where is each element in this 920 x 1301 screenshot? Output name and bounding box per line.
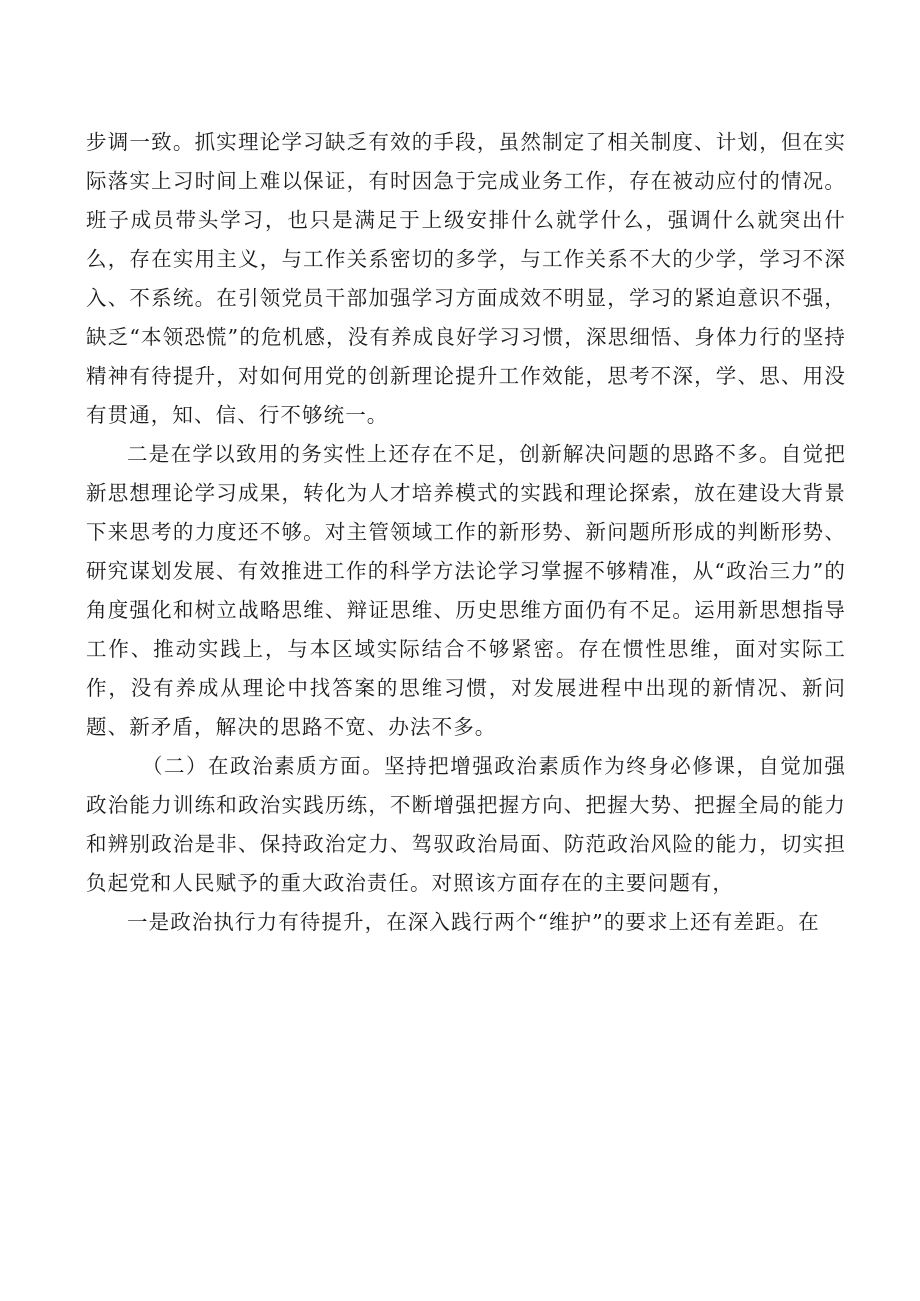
paragraph-2: 二是在学以致用的务实性上还存在不足，创新解决问题的思路不多。自觉把新思想理论学习成果，转化为人才培养模式的实践和理论探索，放在建设大背景下来思考的力度还不够。对主管领域工作的新形势、新问题所形成的判断形势、研究谋划发展、有效推进工作的科学方法论学习掌握不够精准，从“政治三力”的角度强化和树立战略思维、辩证思维、历史思维方面仍有不足。运用新思想指导工作、推动实践上，与本区域实际结合不够紧密。存在惯性思维，面对实际工作，没有养成从理论中找答案的思维习惯，对发展进程中出现的新情况、新问题、新矛盾，解决的思路不宽、办法不多。 [86,442,846,739]
paragraph-4: 一是政治执行力有待提升，在深入践行两个“维护”的要求上还有差距。在 [127,910,820,934]
document-body [86,123,846,942]
paragraph-3: （二）在政治素质方面。坚持把增强政治素质作为终身必修课，自觉加强政治能力训练和政治实践历练，不断增强把握方向、把握大势、把握全局的能力和辨别政治是非、保持政治定力、驾驭政治局面、防范政治风险的能力，切实担负起党和人民赋予的重大政治责任。对照该方面存在的主要问题有， [86,754,846,895]
paragraph-1: 步调一致。抓实理论学习缺乏有效的手段，虽然制定了相关制度、计划，但在实际落实上习时间上难以保证，有时因急于完成业务工作，存在被动应付的情况。班子成员带头学习，也只是满足于上级安排什么就学什么，强调什么就突出什么，存在实用主义，与工作关系密切的多学，与工作关系不大的少学，学习不深入、不系统。在引领党员干部加强学习方面成效不明显，学习的紧迫意识不强，缺乏“本领恐慌”的危机感，没有养成良好学习习惯，深思细悟、身体力行的坚持精神有待提升，对如何用党的创新理论提升工作效能，思考不深，学、思、用没有贯通，知、信、行不够统一。 [86,130,846,427]
